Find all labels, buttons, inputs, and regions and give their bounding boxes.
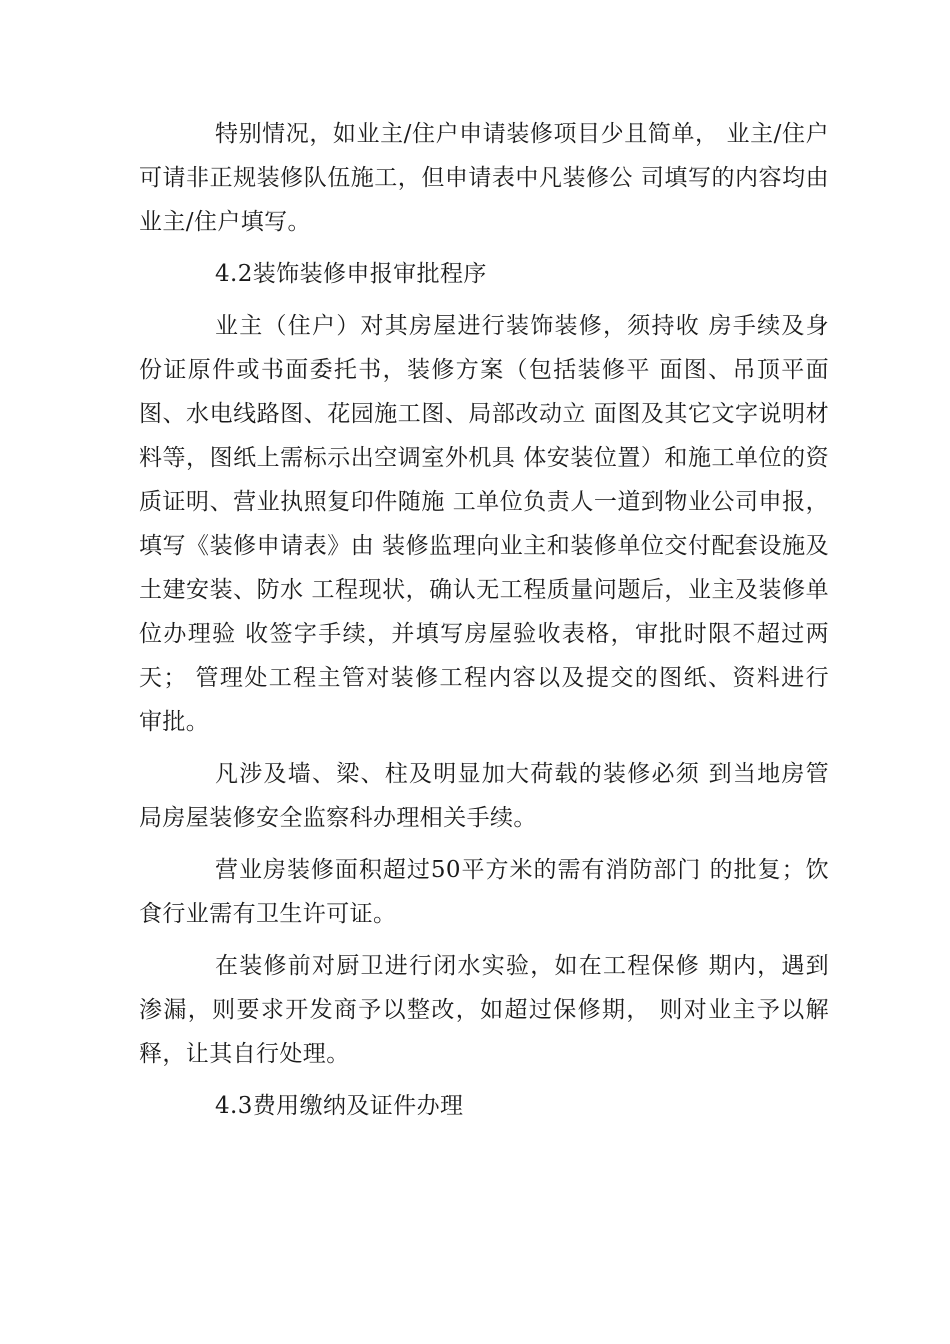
section-heading-4-3: 4.3费用缴纳及证件办理 — [215, 1093, 464, 1119]
paragraph-fire-approval: 营业房装修面积超过50平方米的需有消防部门 的批复；饮食行业需有卫生许可证。 — [139, 857, 829, 927]
paragraph-application-procedure: 业主（住户）对其房屋进行装饰装修，须持收 房手续及身份证原件或书面委托书，装修方案（包括装修平 面图、吊顶平面图、水电线路图、花园施工图、局部改动立 面图及其它文字说明材料等，图纸上需标示出空调室外机具 体安装位置）和施工单位的资质证明、营业执照复印件随施 工单位负责人一道到物业公司申报，填写《装修申请表》由 装修监理向业主和装修单位交付配套设施及土建安装、防水 工程现状，确认无工程质量问题后，业主及装修单位办理验 收签字手续，并填写房屋验收表格，审批时限不超过两天； 管理处工程主管对装修工程内容以及提交的图纸、资料进行 审批。 — [139, 313, 829, 735]
paragraph-special-case: 特别情况，如业主/住户申请装修项目少且简单， 业主/住户可请非正规装修队伍施工，但申请表中凡装修公 司填写的内容均由业主/住户填写。 — [139, 121, 829, 235]
paragraph-load-bearing: 凡涉及墙、梁、柱及明显加大荷载的装修必须 到当地房管局房屋装修安全监察科办理相关手续。 — [139, 761, 829, 831]
document-body — [139, 112, 829, 1136]
paragraph-water-test: 在装修前对厨卫进行闭水实验，如在工程保修 期内，遇到渗漏，则要求开发商予以整改，如超过保修期， 则对业主予以解释，让其自行处理。 — [139, 953, 829, 1067]
section-heading-4-2: 4.2装饰装修申报审批程序 — [215, 261, 487, 287]
